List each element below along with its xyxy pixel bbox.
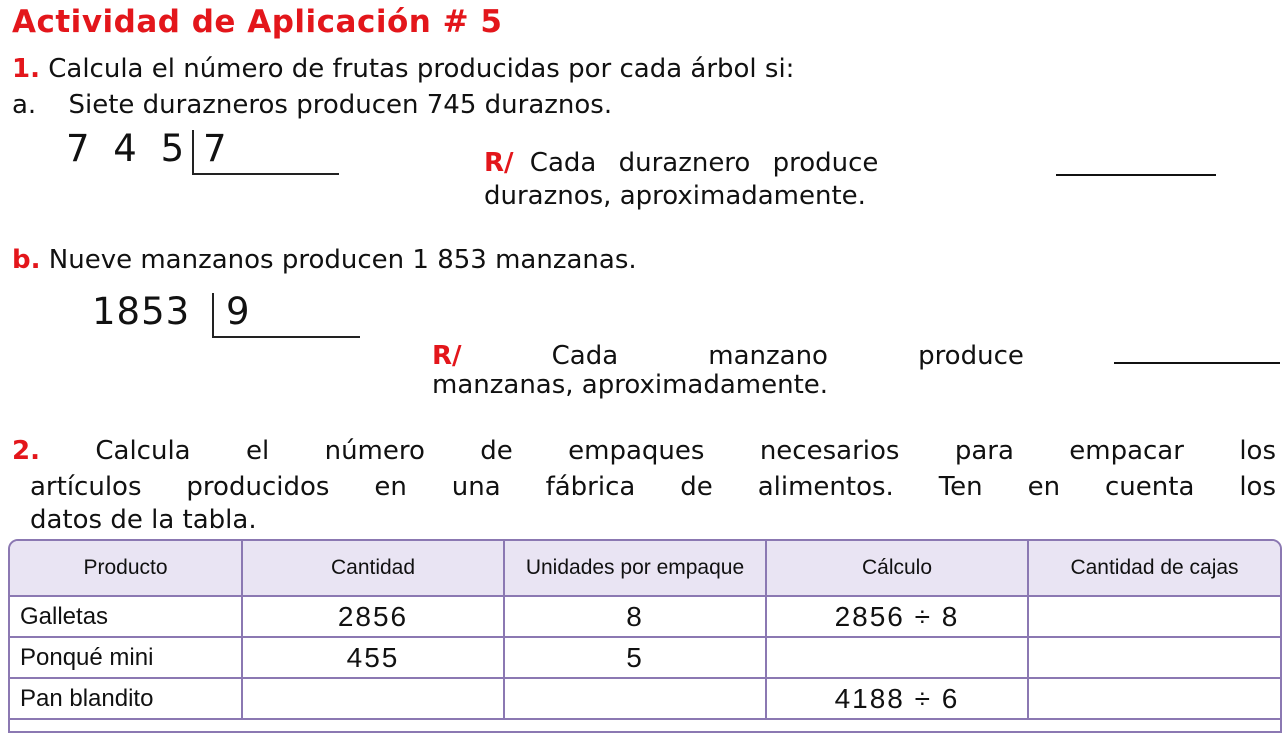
cell-product: Galletas — [10, 596, 242, 637]
division-b-bracket-horizontal — [212, 336, 360, 338]
cell-calculation[interactable] — [766, 637, 1028, 678]
item-b-label: b. — [12, 245, 41, 275]
division-b-divisor: 9 — [226, 290, 256, 333]
answer-b-prefix: R/ — [432, 341, 462, 371]
cell-quantity: 455 — [242, 637, 504, 678]
item-a-text: Siete durazneros producen 745 duraznos. — [68, 90, 613, 120]
table-row — [10, 678, 1280, 719]
cell-quantity[interactable] — [242, 678, 504, 719]
answer-a-blank[interactable] — [1056, 174, 1216, 176]
answer-b-word-1: Cada — [551, 341, 619, 371]
question-1-text: Calcula el número de frutas producidas por cada árbol si: — [48, 54, 795, 84]
item-b-text: Nueve manzanos producen 1 853 manzanas. — [48, 245, 637, 275]
question-1 — [12, 54, 794, 84]
cell-boxes[interactable] — [1028, 678, 1280, 719]
division-a-divisor: 7 — [203, 127, 233, 170]
question-2-number: 2. — [12, 436, 40, 466]
division-a-bracket-horizontal — [192, 173, 339, 175]
answer-b-line1 — [432, 338, 1280, 371]
item-a — [12, 90, 612, 120]
table-row — [10, 637, 1280, 678]
question-2-text-1: Calcula el número de empaques necesarios para empacar los — [95, 436, 1276, 466]
cell-quantity: 2856 — [242, 596, 504, 637]
question-1-number: 1. — [12, 54, 40, 84]
answer-b-word-3: produce — [918, 341, 1024, 371]
cell-units: 5 — [504, 637, 766, 678]
header-calculo: Cálculo — [766, 541, 1028, 596]
question-2-line1 — [12, 436, 1276, 466]
answer-a-line2: duraznos, aproximadamente. — [484, 181, 866, 211]
answer-b-blank[interactable] — [1114, 338, 1280, 364]
header-unidades: Unidades por empaque — [504, 541, 766, 596]
cell-units: 8 — [504, 596, 766, 637]
header-cajas: Cantidad de cajas — [1028, 541, 1280, 596]
cell-units[interactable] — [504, 678, 766, 719]
question-2-line3: datos de la tabla. — [30, 505, 257, 535]
division-b-dividend: 1853 — [92, 290, 191, 333]
answer-a-prefix: R/ — [484, 148, 514, 178]
cell-product: Pan blandito — [10, 678, 242, 719]
cell-boxes[interactable] — [1028, 596, 1280, 637]
header-cantidad: Cantidad — [242, 541, 504, 596]
cell-product: Ponqué mini — [10, 637, 242, 678]
answer-a-text: Cada duraznero produce — [529, 148, 879, 178]
answer-b-word-2: manzano — [708, 341, 828, 371]
question-2-line2: artículos producidos en una fábrica de alimentos. Ten en cuenta los — [30, 472, 1276, 502]
products-table — [8, 539, 1282, 733]
answer-b-line2: manzanas, aproximadamente. — [432, 370, 829, 400]
cell-boxes[interactable] — [1028, 637, 1280, 678]
item-b — [12, 245, 637, 275]
cell-calculation: 4188 ÷ 6 — [766, 678, 1028, 719]
table-row — [10, 596, 1280, 637]
header-producto: Producto — [10, 541, 242, 596]
cell-calculation: 2856 ÷ 8 — [766, 596, 1028, 637]
division-a-bracket-vertical — [192, 130, 194, 175]
division-b-bracket-vertical — [212, 293, 214, 338]
item-a-label: a. — [12, 90, 37, 120]
table-header-row — [10, 541, 1280, 596]
division-a-dividend: 7 4 5 — [66, 127, 191, 170]
page-title: Actividad de Aplicación # 5 — [12, 4, 503, 40]
answer-a-line1 — [484, 148, 1216, 178]
